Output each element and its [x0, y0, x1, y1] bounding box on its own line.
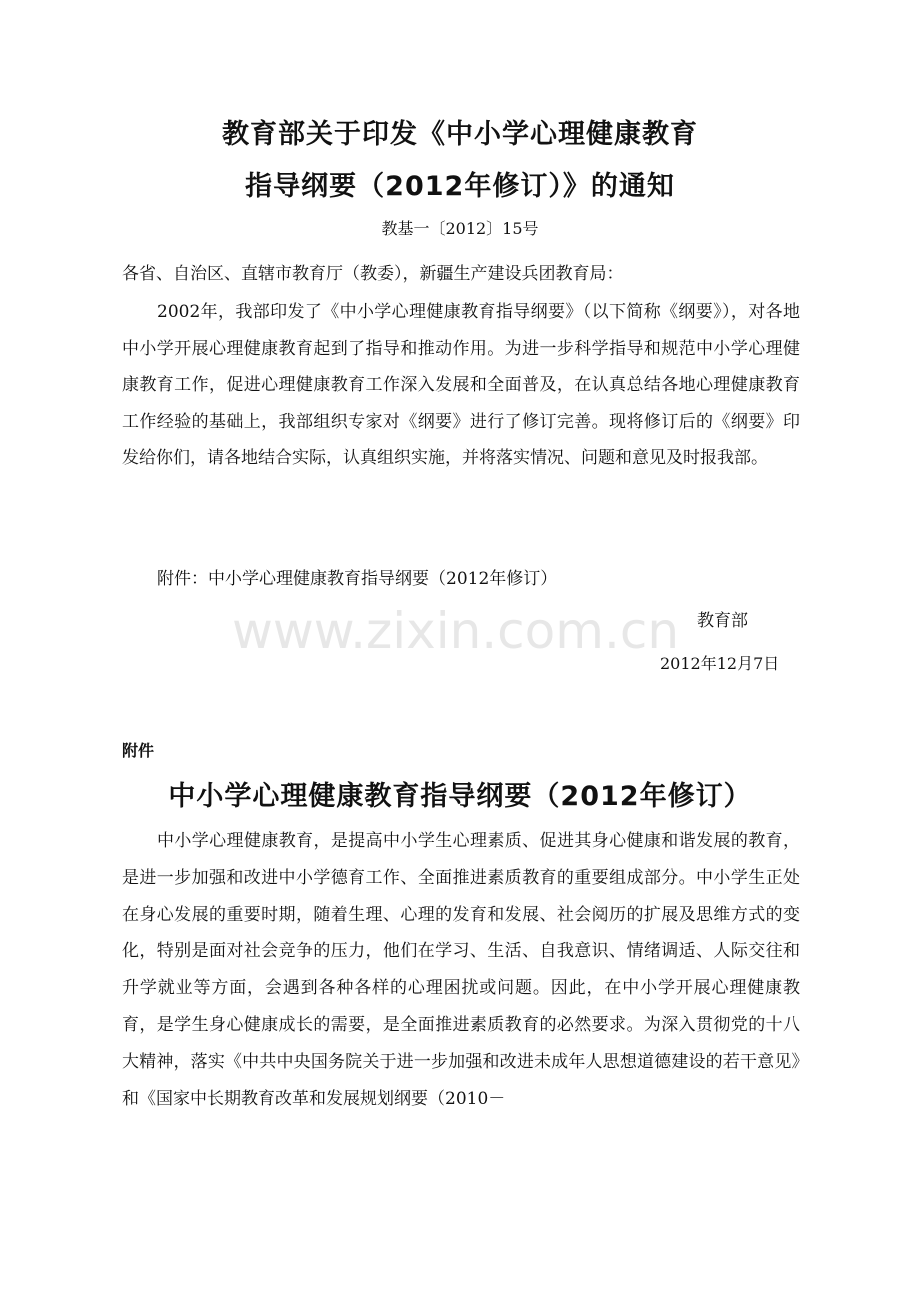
issue-date: 2012年12月7日 — [660, 654, 780, 673]
salutation: 各省、自治区、直辖市教育厅（教委），新疆生产建设兵团教育局： — [122, 264, 624, 284]
notice-title-line2: 指导纲要（2012年修订）》的通知 — [245, 171, 675, 202]
notice-body-paragraph: 2002年，我部印发了《中小学心理健康教育指导纲要》（以下简称《纲要》），对各地中小学开展心理健康教育起到了指导和推动作用。为进一步科学指导和规范中小学心理健康教育工作，促进心理健康教育工作深入发展和全面普及，在认真总结各地心理健康教育工作经验的基础上，我部组织专家对《纲要》进行了修订完善。现将修订后的《纲要》印发给你们，请各地结合实际，认真组织实施，并将落实情况、问题和意见及时报我部。 — [122, 302, 800, 469]
appendix-body-paragraph: 中小学心理健康教育，是提高中小学生心理素质、促进其身心健康和谐发展的教育，是进一步加强和改进中小学德育工作、全面推进素质教育的重要组成部分。中小学生正处在身心发展的重要时期，随着生理、心理的发育和发展、社会阅历的扩展及思维方式的变化，特别是面对社会竞争的压力，他们在学习、生活、自我意识、情绪调适、人际交往和升学就业等方面，会遇到各种各样的心理困扰或问题。因此，在中小学开展心理健康教育，是学生身心健康成长的需要，是全面推进素质教育的必然要求。为深入贯彻党的十八大精神，落实《中共中央国务院关于进一步加强和改进未成年人思想道德建设的若干意见》和《国家中长期教育改革和发展规划纲要（2010－ — [122, 831, 800, 1109]
document-number: 教基一〔2012〕15号 — [381, 219, 539, 238]
appendix-label: 附件 — [122, 741, 155, 760]
watermark: www.zixin.com.cn — [232, 602, 680, 660]
notice-title-line1: 教育部关于印发《中小学心理健康教育 — [222, 119, 698, 150]
appendix-title: 中小学心理健康教育指导纲要（2012年修订） — [168, 781, 752, 812]
signer: 教育部 — [697, 611, 748, 631]
attachment-line: 附件：中小学心理健康教育指导纲要（2012年修订） — [157, 569, 558, 589]
